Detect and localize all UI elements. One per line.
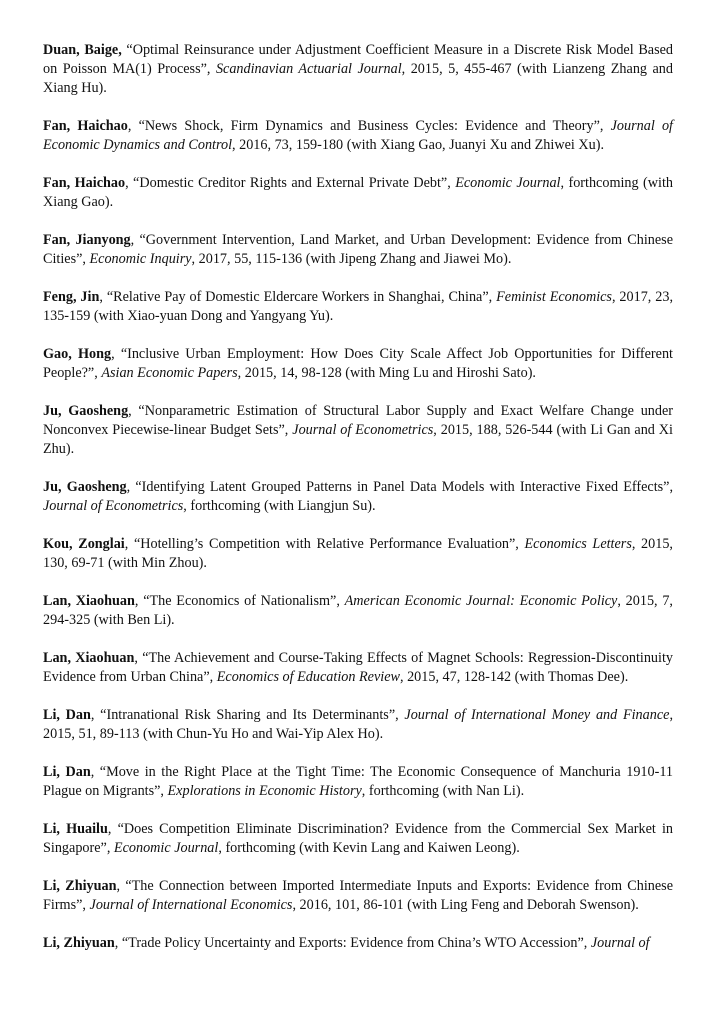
- publication-entry: [43, 763, 673, 801]
- author-name: Fan, Jianyong: [43, 232, 131, 248]
- author-name: Ju, Gaosheng: [43, 479, 127, 495]
- paper-title: , “The Achievement and Course-Taking Effects of Magnet Schools: Regression-Discontinuity Evidence from Urban China”,: [43, 650, 673, 685]
- author-name: Feng, Jin: [43, 289, 100, 305]
- publication-list: [43, 41, 673, 972]
- publication-entry: [43, 117, 673, 155]
- publication-entry: [43, 535, 673, 573]
- paper-title: , “News Shock, Firm Dynamics and Business Cycles: Evidence and Theory”,: [127, 118, 611, 134]
- author-name: Lan, Xiaohuan: [43, 650, 135, 666]
- publication-details: , 2015, 5, 455-467 (with Lianzeng Zhang and Xiang Hu).: [43, 61, 673, 96]
- paper-title: , “Intranational Risk Sharing and Its Determinants”,: [90, 707, 405, 723]
- paper-title: , “Government Intervention, Land Market, and Urban Development: Evidence from Chinese Cities”,: [43, 232, 673, 267]
- publication-entry: [43, 174, 673, 212]
- publication-details: , forthcoming (with Kevin Lang and Kaiwen Leong).: [218, 840, 520, 856]
- paper-title: , “Trade Policy Uncertainty and Exports: Evidence from China’s WTO Accession”,: [114, 935, 591, 951]
- paper-title: , “Does Competition Eliminate Discrimination? Evidence from the Commercial Sex Market in Singapore”,: [43, 821, 674, 856]
- paper-title: , “The Economics of Nationalism”,: [134, 593, 345, 609]
- publication-details: , 2015, 51, 89-113 (with Chun-Yu Ho and Wai-Yip Alex Ho).: [43, 707, 673, 742]
- journal-name: Feminist Economics: [496, 289, 612, 305]
- publication-entry: [43, 706, 673, 744]
- paper-title: , “Nonparametric Estimation of Structural Labor Supply and Exact Welfare Change under Nonconvex Piecewise-linear Budget Sets”,: [43, 403, 673, 438]
- publication-entry: [43, 288, 673, 326]
- publication-entry: [43, 231, 673, 269]
- author-name: Ju, Gaosheng: [43, 403, 129, 419]
- publication-details: , 2015, 188, 526-544 (with Li Gan and Xi Zhu).: [43, 422, 673, 457]
- author-name: Fan, Haichao: [43, 175, 126, 191]
- publication-entry: [43, 592, 673, 630]
- author-name: Li, Zhiyuan: [43, 935, 115, 951]
- publication-details: , 2016, 73, 159-180 (with Xiang Gao, Juanyi Xu and Zhiwei Xu).: [232, 137, 604, 153]
- publication-details: , 2015, 130, 69-71 (with Min Zhou).: [43, 536, 673, 571]
- author-name: Fan, Haichao: [43, 118, 128, 134]
- publication-details: , 2017, 23, 135-159 (with Xiao-yuan Dong and Yangyang Yu).: [43, 289, 674, 324]
- paper-title: , “The Connection between Imported Intermediate Inputs and Exports: Evidence from Chinese Firms”,: [43, 878, 673, 913]
- publication-details: , 2017, 55, 115-136 (with Jipeng Zhang and Jiawei Mo).: [191, 251, 512, 267]
- publication-details: , forthcoming (with Nan Li).: [361, 783, 525, 799]
- publication-details: , forthcoming (with Xiang Gao).: [43, 175, 673, 210]
- author-name: Li, Huailu: [43, 821, 108, 837]
- journal-name: Journal of International Economics: [89, 897, 293, 913]
- journal-name: Economic Journal: [455, 175, 561, 191]
- journal-name: Journal of International Money and Finance: [404, 707, 670, 723]
- journal-name: American Economic Journal: Economic Policy: [344, 593, 618, 609]
- journal-name: Economics Letters: [524, 536, 632, 552]
- journal-name: Economics of Education Review: [216, 669, 400, 685]
- paper-title: , “Inclusive Urban Employment: How Does City Scale Affect Job Opportunities for Different People?”,: [43, 346, 673, 381]
- publication-details: , 2015, 14, 98-128 (with Ming Lu and Hiroshi Sato).: [237, 365, 536, 381]
- paper-title: , “Hotelling’s Competition with Relative Performance Evaluation”,: [124, 536, 525, 552]
- paper-title: “Optimal Reinsurance under Adjustment Coefficient Measure in a Discrete Risk Model Based on Poisson MA(1) Process”,: [43, 42, 673, 77]
- publication-details: , forthcoming (with Liangjun Su).: [183, 498, 376, 514]
- author-name: Li, Dan: [43, 764, 91, 780]
- paper-title: , “Identifying Latent Grouped Patterns in Panel Data Models with Interactive Fixed Effects”,: [126, 479, 673, 495]
- journal-name: Journal of: [590, 935, 650, 951]
- publication-entry: [43, 478, 673, 516]
- author-name: Li, Dan: [43, 707, 91, 723]
- journal-name: Asian Economic Papers: [101, 365, 238, 381]
- journal-name: Economic Inquiry: [89, 251, 192, 267]
- author-name: Li, Zhiyuan: [43, 878, 117, 894]
- journal-name: Economic Journal: [113, 840, 219, 856]
- publication-entry: [43, 649, 673, 687]
- journal-name: Scandinavian Actuarial Journal: [215, 61, 402, 77]
- publication-details: , 2015, 7, 294-325 (with Ben Li).: [43, 593, 673, 628]
- publication-entry: [43, 41, 673, 98]
- publication-entry: [43, 402, 673, 459]
- author-name: Duan, Baige,: [43, 42, 122, 58]
- journal-name: Journal of Economic Dynamics and Control: [43, 118, 673, 153]
- publication-entry: [43, 820, 673, 858]
- publication-details: , 2015, 47, 128-142 (with Thomas Dee).: [399, 669, 629, 685]
- paper-title: , “Domestic Creditor Rights and External Private Debt”,: [125, 175, 456, 191]
- paper-title: , “Relative Pay of Domestic Eldercare Workers in Shanghai, China”,: [99, 289, 497, 305]
- author-name: Lan, Xiaohuan: [43, 593, 135, 609]
- author-name: Gao, Hong: [43, 346, 112, 362]
- author-name: Kou, Zonglai: [43, 536, 125, 552]
- journal-name: Explorations in Economic History: [167, 783, 362, 799]
- publication-entry: [43, 877, 673, 915]
- journal-name: Journal of Econometrics: [43, 498, 184, 514]
- journal-name: Journal of Econometrics: [292, 422, 434, 438]
- publication-entry: [43, 345, 673, 383]
- publication-entry: [43, 934, 673, 953]
- publication-details: , 2016, 101, 86-101 (with Ling Feng and Deborah Swenson).: [292, 897, 639, 913]
- paper-title: , “Move in the Right Place at the Tight Time: The Economic Consequence of Manchuria 1910-11 Plague on Migrants”,: [43, 764, 673, 799]
